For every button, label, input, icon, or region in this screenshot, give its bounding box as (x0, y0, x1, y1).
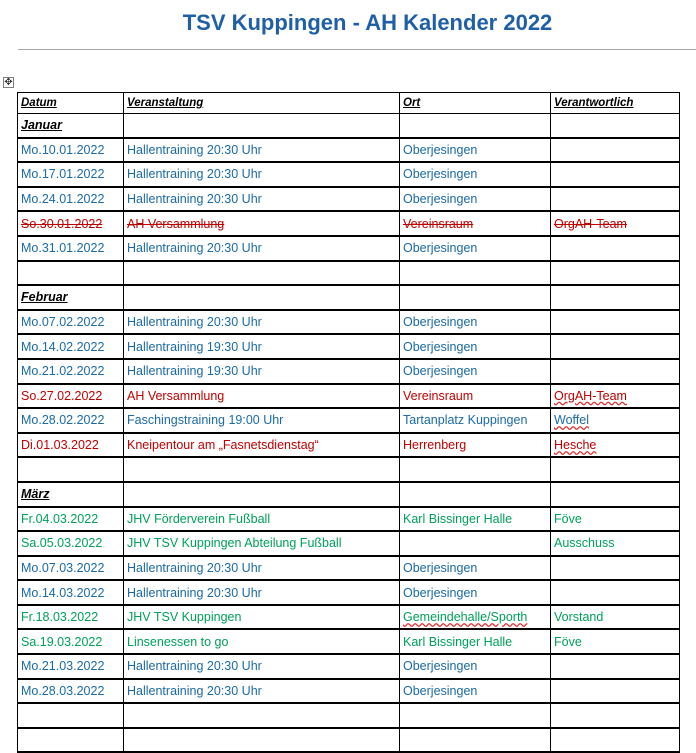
responsible-cell (551, 310, 680, 335)
date-cell: Fr.18.03.2022 (18, 605, 124, 630)
event-cell: Hallentraining 19:30 Uhr (124, 359, 400, 384)
table-row (18, 531, 680, 556)
header-event: Veranstaltung (124, 93, 400, 114)
responsible-cell (551, 433, 680, 458)
responsible-cell (551, 654, 680, 679)
place-cell: Tartanplatz Kuppingen (400, 408, 551, 433)
date-cell: Mo.17.01.2022 (18, 162, 124, 187)
date-cell: Mo.10.01.2022 (18, 138, 124, 163)
table-row (18, 433, 680, 458)
event-cell: AH Versammlung (124, 384, 400, 409)
table-row (18, 679, 680, 704)
date-cell: Mo.31.01.2022 (18, 236, 124, 261)
date-cell: So.27.02.2022 (18, 384, 124, 409)
place-cell: Oberjesingen (400, 138, 551, 163)
calendar-table (17, 92, 680, 753)
date-cell: Mo.14.03.2022 (18, 580, 124, 605)
table-row (18, 384, 680, 409)
event-cell: JHV TSV Kuppingen Abteilung Fußball (124, 531, 400, 556)
table-row-cancelled (18, 211, 680, 236)
responsible-cell: Föve (551, 629, 680, 654)
date-cell: Mo.24.01.2022 (18, 187, 124, 212)
date-cell: Mo.07.02.2022 (18, 310, 124, 335)
event-cell: Hallentraining 20:30 Uhr (124, 162, 400, 187)
event-cell: Hallentraining 20:30 Uhr (124, 654, 400, 679)
month-row-march (18, 482, 680, 507)
place-cell: Oberjesingen (400, 556, 551, 581)
responsible-text: OrgAH-Team (554, 388, 627, 403)
date-cell: Di.01.03.2022 (18, 433, 124, 458)
responsible-cell: OrgAH-Team (551, 211, 680, 236)
empty-row (18, 261, 680, 286)
date-cell: Mo.21.02.2022 (18, 359, 124, 384)
place-cell (400, 531, 551, 556)
event-cell: Hallentraining 20:30 Uhr (124, 187, 400, 212)
month-label: Januar (18, 114, 124, 138)
place-cell: Oberjesingen (400, 162, 551, 187)
table-row (18, 187, 680, 212)
table-row (18, 310, 680, 335)
table-row (18, 408, 680, 433)
title-divider (18, 49, 696, 50)
date-cell: Fr.04.03.2022 (18, 507, 124, 532)
event-cell: Hallentraining 20:30 Uhr (124, 310, 400, 335)
responsible-cell (551, 408, 680, 433)
place-cell (400, 605, 551, 630)
responsible-cell: Föve (551, 507, 680, 532)
month-row-january (18, 114, 680, 138)
event-cell: Hallentraining 20:30 Uhr (124, 679, 400, 704)
header-responsible: Verantwortlich (551, 93, 680, 114)
header-date: Datum (18, 93, 124, 114)
responsible-cell: Ausschuss (551, 531, 680, 556)
place-cell: Vereinsraum (400, 211, 551, 236)
responsible-cell (551, 556, 680, 581)
responsible-cell (551, 679, 680, 704)
responsible-cell (551, 359, 680, 384)
table-row (18, 605, 680, 630)
responsible-cell (551, 187, 680, 212)
place-cell: Oberjesingen (400, 236, 551, 261)
responsible-text: Hesche (554, 438, 597, 453)
date-cell: Mo.14.02.2022 (18, 334, 124, 359)
date-cell: Mo.21.03.2022 (18, 654, 124, 679)
place-cell: Oberjesingen (400, 679, 551, 704)
empty-row (18, 703, 680, 728)
responsible-cell (551, 580, 680, 605)
date-cell: Mo.28.03.2022 (18, 679, 124, 704)
table-row (18, 556, 680, 581)
event-cell: Hallentraining 19:30 Uhr (124, 334, 400, 359)
responsible-text: Woffel (554, 413, 589, 428)
event-cell: JHV TSV Kuppingen (124, 605, 400, 630)
place-cell: Herrenberg (400, 433, 551, 458)
date-cell: Mo.07.03.2022 (18, 556, 124, 581)
month-label: Februar (18, 285, 124, 310)
date-cell: Sa.05.03.2022 (18, 531, 124, 556)
place-cell: Oberjesingen (400, 187, 551, 212)
place-cell: Oberjesingen (400, 334, 551, 359)
empty-row (18, 457, 680, 482)
event-cell: Kneipentour am „Fasnetsdienstag“ (124, 433, 400, 458)
table-row (18, 236, 680, 261)
responsible-cell (551, 334, 680, 359)
table-row (18, 162, 680, 187)
header-place: Ort (400, 93, 551, 114)
event-cell: Hallentraining 20:30 Uhr (124, 138, 400, 163)
place-cell: Karl Bissinger Halle (400, 507, 551, 532)
table-row (18, 334, 680, 359)
page-title: TSV Kuppingen - AH Kalender 2022 (182, 10, 553, 35)
responsible-cell (551, 384, 680, 409)
event-cell: JHV Förderverein Fußball (124, 507, 400, 532)
table-row (18, 629, 680, 654)
table-row (18, 654, 680, 679)
table-move-handle-icon[interactable]: ✥ (4, 77, 13, 88)
event-cell: Faschingstraining 19:00 Uhr (124, 408, 400, 433)
event-cell: Hallentraining 20:30 Uhr (124, 556, 400, 581)
place-text: Gemeindehalle/Sporth (403, 610, 528, 625)
place-cell: Karl Bissinger Halle (400, 629, 551, 654)
date-cell: Sa.19.03.2022 (18, 629, 124, 654)
table-row (18, 580, 680, 605)
place-cell: Oberjesingen (400, 580, 551, 605)
event-cell: Hallentraining 20:30 Uhr (124, 236, 400, 261)
responsible-cell (551, 138, 680, 163)
month-label: März (18, 482, 124, 507)
event-cell: AH Versammlung (124, 211, 400, 236)
responsible-cell: Vorstand (551, 605, 680, 630)
responsible-cell (551, 162, 680, 187)
place-cell: Oberjesingen (400, 310, 551, 335)
empty-row (18, 728, 680, 753)
place-cell: Oberjesingen (400, 359, 551, 384)
responsible-cell (551, 236, 680, 261)
table-row (18, 138, 680, 163)
date-cell: Mo.28.02.2022 (18, 408, 124, 433)
header-row (18, 93, 680, 114)
table-row (18, 359, 680, 384)
place-cell: Vereinsraum (400, 384, 551, 409)
date-cell: So.30.01.2022 (18, 211, 124, 236)
place-cell: Oberjesingen (400, 654, 551, 679)
event-cell: Hallentraining 20:30 Uhr (124, 580, 400, 605)
month-row-february (18, 285, 680, 310)
table-row (18, 507, 680, 532)
event-cell: Linsenessen to go (124, 629, 400, 654)
